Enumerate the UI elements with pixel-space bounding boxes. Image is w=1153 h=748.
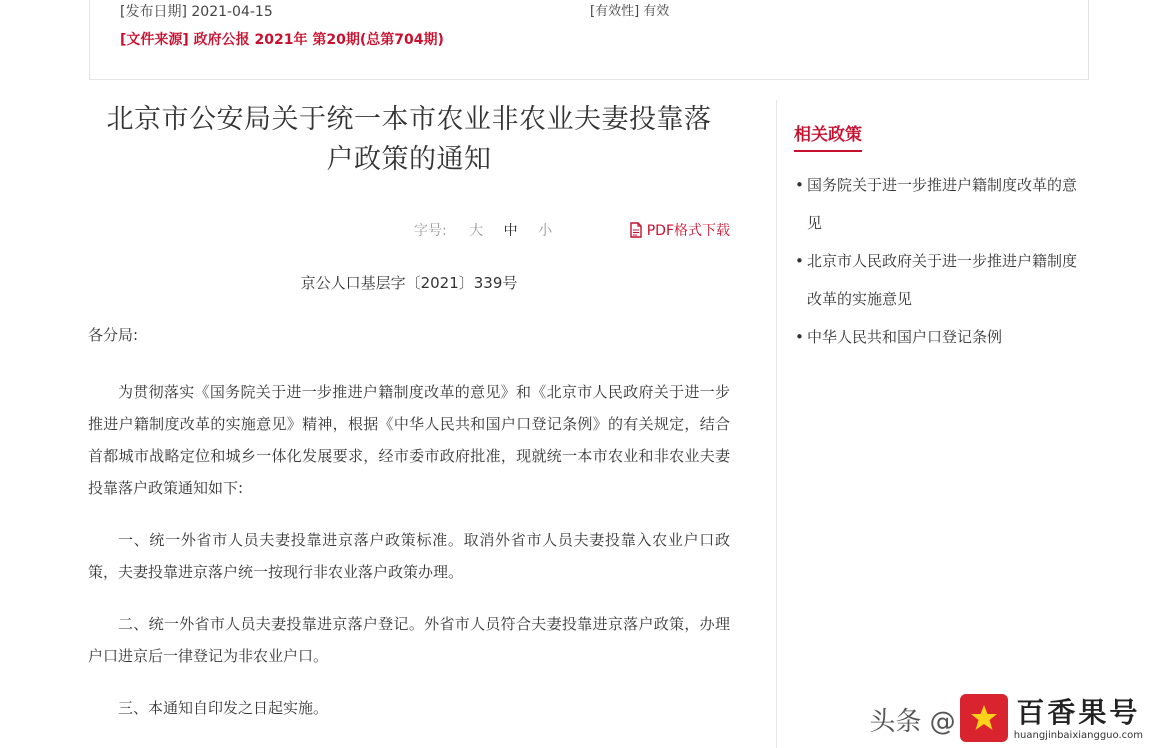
related-policy-link[interactable] xyxy=(794,318,1084,356)
body-paragraph: 一、统一外省市人员夫妻投靠进京落户政策标准。取消外省市人员夫妻投靠入农业户口政策，夫妻投靠进京落户统一按现行非农业落户政策办理。 xyxy=(88,531,730,581)
document-source: [文件来源] 政府公报 2021年 第20期(总第704期) xyxy=(120,32,444,48)
star-icon xyxy=(969,703,999,733)
article-main xyxy=(88,100,730,724)
related-policy-label: 国务院关于进一步推进户籍制度改革的意见 xyxy=(807,176,1078,232)
related-policy-label: 北京市人民政府关于进一步推进户籍制度改革的实施意见 xyxy=(807,252,1078,308)
validity-status: [有效性] 有效 xyxy=(590,4,670,19)
watermark-brand xyxy=(1014,696,1143,742)
pdf-download-label: PDF格式下载 xyxy=(646,223,730,239)
pdf-file-icon xyxy=(629,222,643,238)
font-size-medium-button[interactable]: 中 xyxy=(503,223,518,239)
body-paragraph: 二、统一外省市人员夫妻投靠进京落户登记。外省市人员符合夫妻投靠进京落户政策，办理户口进京后一律登记为非农业户口。 xyxy=(88,615,730,665)
watermark-prefix: 头条 @ xyxy=(869,707,956,737)
font-size-label: 字号: xyxy=(414,223,447,239)
related-policies-list xyxy=(794,166,1084,356)
publish-date: [发布日期] 2021-04-15 xyxy=(120,4,273,20)
brand-logo-icon xyxy=(960,694,1008,742)
pdf-download-link[interactable] xyxy=(629,220,730,240)
related-policies-title: 相关政策 xyxy=(794,124,862,152)
body-paragraph: 三、本通知自印发之日起实施。 xyxy=(118,699,329,717)
salutation: 各分局: xyxy=(88,326,139,344)
watermark xyxy=(869,690,1143,742)
related-policy-link[interactable] xyxy=(794,242,1084,318)
related-policy-label: 中华人民共和国户口登记条例 xyxy=(807,328,1003,346)
related-policies-sidebar xyxy=(794,124,1084,356)
related-policy-link[interactable] xyxy=(794,166,1084,242)
watermark-url: huangjinbaixiangguo.com xyxy=(1013,730,1143,741)
font-size-small-button[interactable]: 小 xyxy=(538,223,553,239)
watermark-brand-name: 百香果号 xyxy=(1016,696,1141,729)
document-number: 京公人口基层字〔2021〕339号 xyxy=(300,274,518,292)
bullet-icon: • xyxy=(795,176,804,194)
article-title: 北京市公安局关于统一本市农业非农业夫妻投靠落户政策的通知 xyxy=(106,104,712,175)
bullet-icon: • xyxy=(795,252,804,270)
font-size-control xyxy=(414,220,560,240)
body-paragraph: 为贯彻落实《国务院关于进一步推进户籍制度改革的意见》和《北京市人民政府关于进一步推进户籍制度改革的实施意见》精神，根据《中华人民共和国户口登记条例》的有关规定，结合首都城市战略定位和城乡一体化发展要求，经市委市政府批准，现就统一本市农业和非农业夫妻投靠落户政策通知如下: xyxy=(88,383,730,497)
bullet-icon: • xyxy=(795,328,804,346)
column-divider xyxy=(776,100,777,748)
document-meta-box xyxy=(89,0,1089,80)
font-size-large-button[interactable]: 大 xyxy=(469,223,484,239)
article-toolbar xyxy=(88,220,730,244)
